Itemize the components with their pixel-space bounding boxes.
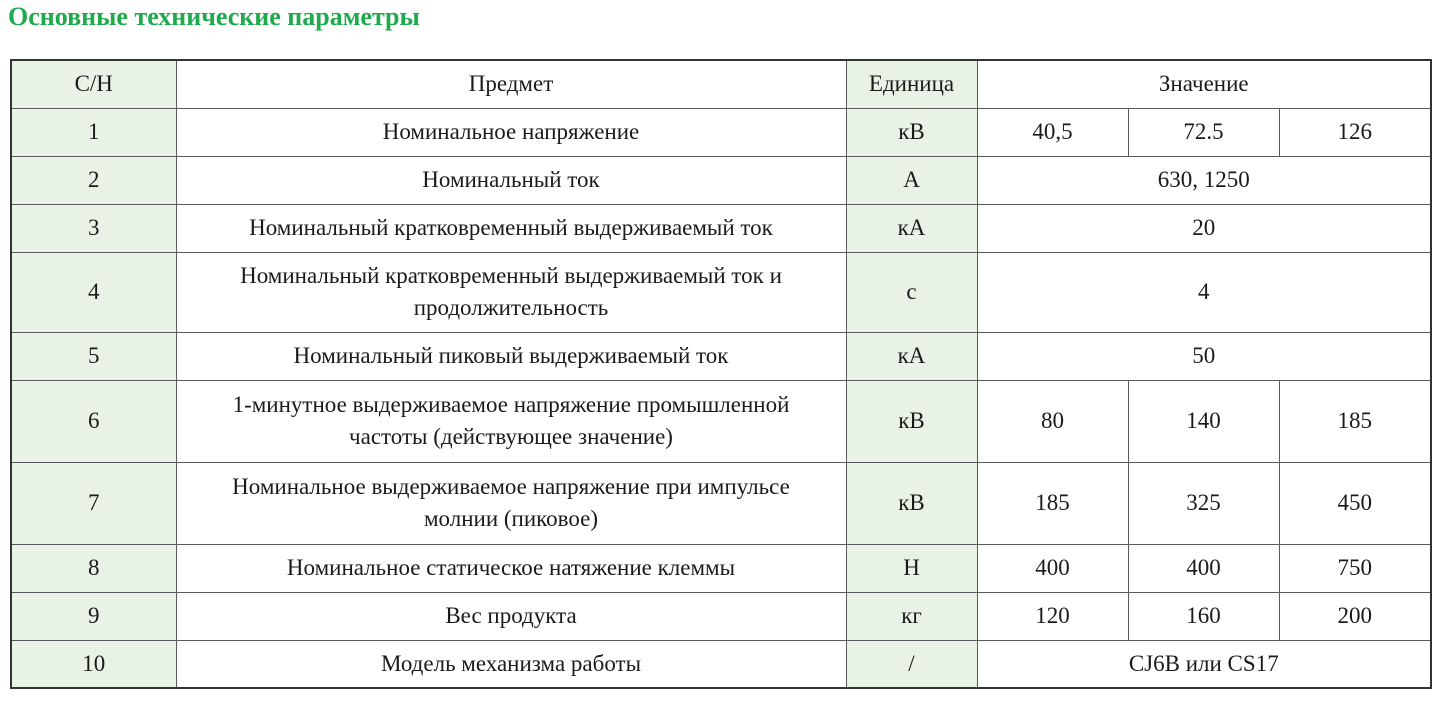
- table-row: [11, 380, 1431, 462]
- table-row: [11, 156, 1431, 204]
- cell-value: 185: [977, 462, 1128, 544]
- cell-unit: Н: [846, 544, 977, 592]
- table-row: [11, 204, 1431, 252]
- cell-value: 160: [1128, 592, 1279, 640]
- header-item: Предмет: [176, 60, 846, 108]
- cell-value: 325: [1128, 462, 1279, 544]
- cell-item: [176, 380, 846, 462]
- cell-value: 50: [977, 332, 1431, 380]
- parameters-table: [10, 59, 1432, 689]
- cell-value: 40,5: [977, 108, 1128, 156]
- cell-value: 185: [1279, 380, 1431, 462]
- cell-value: 400: [977, 544, 1128, 592]
- cell-unit: кВ: [846, 108, 977, 156]
- table-row: [11, 592, 1431, 640]
- table-row: [11, 252, 1431, 332]
- cell-unit: кА: [846, 204, 977, 252]
- cell-sn: 1: [11, 108, 176, 156]
- table-header-row: [11, 60, 1431, 108]
- cell-unit: кА: [846, 332, 977, 380]
- cell-value: 750: [1279, 544, 1431, 592]
- cell-value: 4: [977, 252, 1431, 332]
- cell-item-line: Номинальный кратковременный выдерживаемый ток и: [240, 263, 782, 288]
- cell-value: 400: [1128, 544, 1279, 592]
- cell-unit: кг: [846, 592, 977, 640]
- cell-sn: 3: [11, 204, 176, 252]
- cell-item: Номинальный кратковременный выдерживаемый ток: [176, 204, 846, 252]
- cell-sn: 7: [11, 462, 176, 544]
- cell-item-line: 1-минутное выдерживаемое напряжение промышленной: [232, 392, 790, 417]
- cell-item: [176, 462, 846, 544]
- cell-unit: /: [846, 640, 977, 688]
- cell-sn: 5: [11, 332, 176, 380]
- cell-value: 630, 1250: [977, 156, 1431, 204]
- table-row: [11, 332, 1431, 380]
- cell-sn: 4: [11, 252, 176, 332]
- table-row: [11, 640, 1431, 688]
- cell-value: 450: [1279, 462, 1431, 544]
- cell-value: 126: [1279, 108, 1431, 156]
- cell-sn: 8: [11, 544, 176, 592]
- cell-unit: кВ: [846, 462, 977, 544]
- cell-value: 20: [977, 204, 1431, 252]
- cell-unit: кВ: [846, 380, 977, 462]
- cell-item-line: продолжительность: [413, 295, 609, 320]
- header-unit: Единица: [846, 60, 977, 108]
- cell-value: 140: [1128, 380, 1279, 462]
- cell-sn: 6: [11, 380, 176, 462]
- page-title: Основные технические параметры: [8, 2, 420, 31]
- cell-value: 72.5: [1128, 108, 1279, 156]
- cell-item: Номинальный ток: [176, 156, 846, 204]
- cell-item: Номинальное напряжение: [176, 108, 846, 156]
- table-row: [11, 462, 1431, 544]
- cell-item-line: частоты (действующее значение): [349, 424, 673, 449]
- cell-item: [176, 252, 846, 332]
- cell-item: Номинальный пиковый выдерживаемый ток: [176, 332, 846, 380]
- header-value: Значение: [977, 60, 1431, 108]
- cell-sn: 2: [11, 156, 176, 204]
- cell-sn: 10: [11, 640, 176, 688]
- cell-item-line: Номинальное выдерживаемое напряжение при импульсе: [232, 474, 790, 499]
- cell-sn: 9: [11, 592, 176, 640]
- cell-unit: А: [846, 156, 977, 204]
- cell-value: 80: [977, 380, 1128, 462]
- cell-item: Вес продукта: [176, 592, 846, 640]
- cell-item-line: молнии (пиковое): [423, 506, 599, 531]
- table-row: [11, 108, 1431, 156]
- cell-item: Модель механизма работы: [176, 640, 846, 688]
- table-row: [11, 544, 1431, 592]
- header-sn: С/Н: [11, 60, 176, 108]
- cell-unit: с: [846, 252, 977, 332]
- cell-item: Номинальное статическое натяжение клеммы: [176, 544, 846, 592]
- cell-value: 200: [1279, 592, 1431, 640]
- cell-value: CJ6B или CS17: [977, 640, 1431, 688]
- cell-value: 120: [977, 592, 1128, 640]
